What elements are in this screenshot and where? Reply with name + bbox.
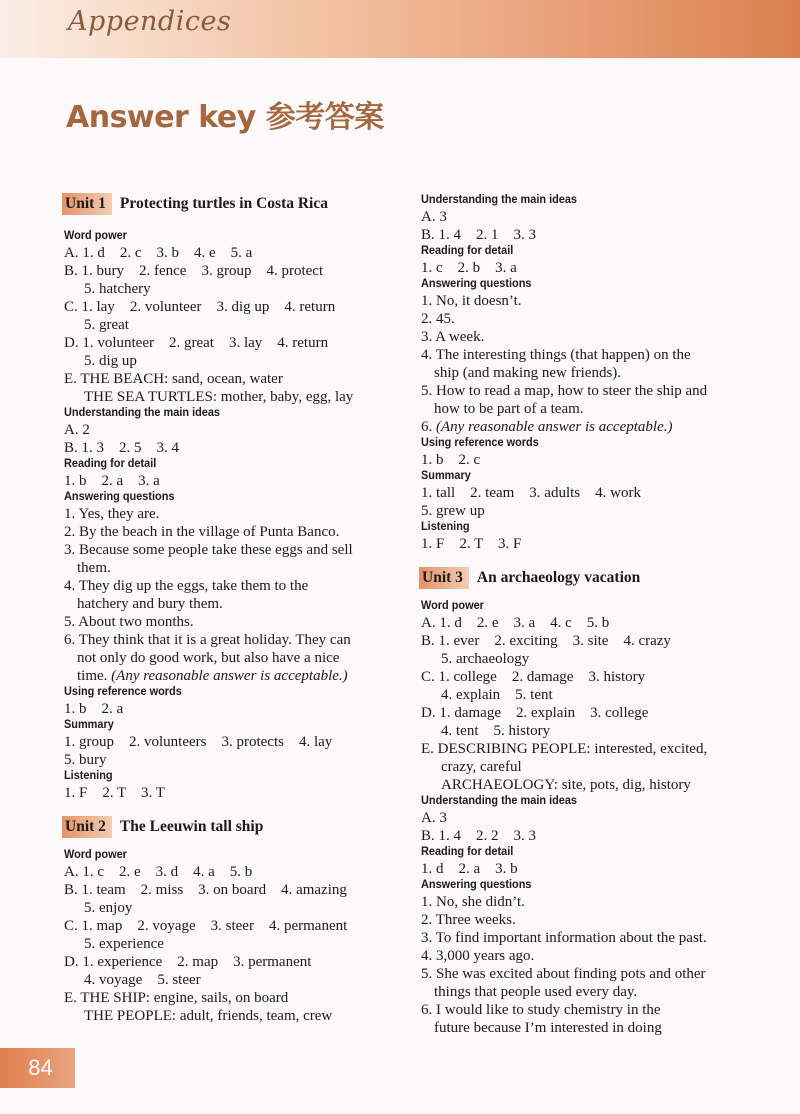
answer-text: THE PEOPLE: adult, friends, team, crew bbox=[84, 1008, 333, 1024]
answer-line bbox=[421, 208, 771, 226]
section-heading: Answering questions bbox=[64, 491, 175, 503]
section-heading: Understanding the main ideas bbox=[421, 795, 578, 807]
answer-text: 5. enjoy bbox=[84, 900, 133, 916]
answer-line bbox=[64, 649, 414, 667]
answer-text: A. 1. d 2. e 3. a 4. c 5. b bbox=[421, 615, 610, 631]
answer-line bbox=[421, 947, 771, 965]
answer-text: A. 3 bbox=[421, 209, 447, 225]
answer-line bbox=[64, 298, 414, 316]
answer-line bbox=[421, 1019, 771, 1037]
answer-text: 3. Because some people take these eggs and sell bbox=[64, 542, 353, 558]
answer-line bbox=[64, 613, 414, 631]
answer-text: B. 1. 4 2. 2 3. 3 bbox=[421, 828, 537, 844]
answer-line bbox=[421, 758, 771, 776]
unit-heading bbox=[419, 567, 771, 589]
answer-line bbox=[64, 899, 414, 917]
answer-line bbox=[421, 1001, 771, 1019]
answer-line bbox=[64, 577, 414, 595]
section-heading: Answering questions bbox=[421, 879, 532, 891]
answer-line bbox=[421, 722, 771, 740]
answer-text: 1. group 2. volunteers 3. protects 4. lay bbox=[64, 734, 333, 750]
answer-line bbox=[64, 631, 414, 649]
unit-heading bbox=[62, 193, 414, 215]
answer-line bbox=[64, 559, 414, 577]
answer-text: 1. Yes, they are. bbox=[64, 506, 160, 522]
section-heading: Using reference words bbox=[64, 686, 182, 698]
answer-line bbox=[64, 1007, 414, 1025]
answer-line bbox=[421, 929, 771, 947]
answer-text: 5. dig up bbox=[84, 353, 137, 369]
answer-text: B. 1. team 2. miss 3. on board 4. amazing bbox=[64, 882, 347, 898]
answer-text: B. 1. bury 2. fence 3. group 4. protect bbox=[64, 263, 324, 279]
answer-line bbox=[64, 989, 414, 1007]
answer-text: 1. F 2. T 3. T bbox=[64, 785, 165, 801]
answer-text: 1. c 2. b 3. a bbox=[421, 260, 517, 276]
page-title: Answer key 参考答案 bbox=[66, 100, 384, 135]
section-heading: Answering questions bbox=[421, 278, 532, 290]
answer-line bbox=[64, 334, 414, 352]
page-number: 84 bbox=[0, 1048, 75, 1088]
answer-text: 5. experience bbox=[84, 936, 164, 952]
unit-heading bbox=[62, 816, 414, 838]
answer-text: C. 1. lay 2. volunteer 3. dig up 4. return bbox=[64, 299, 336, 315]
answer-line bbox=[421, 346, 771, 364]
answer-text: 5. bury bbox=[64, 752, 107, 768]
answer-line bbox=[64, 523, 414, 541]
answer-line bbox=[421, 860, 771, 878]
section-heading: Word power bbox=[421, 600, 484, 612]
answer-line bbox=[421, 310, 771, 328]
answer-text: 5. How to read a map, how to steer the ship and bbox=[421, 383, 708, 399]
left-column bbox=[64, 193, 414, 1025]
answer-text: 5. She was excited about finding pots and other bbox=[421, 966, 706, 982]
answer-line bbox=[64, 541, 414, 559]
answer-text: 4. explain 5. tent bbox=[441, 687, 553, 703]
answer-text: 4. voyage 5. steer bbox=[84, 972, 201, 988]
answer-text: 5. hatchery bbox=[84, 281, 151, 297]
answer-line bbox=[64, 505, 414, 523]
unit-title: An archaeology vacation bbox=[476, 569, 641, 586]
answer-line bbox=[421, 650, 771, 668]
answer-text: E. THE BEACH: sand, ocean, water bbox=[64, 371, 283, 387]
answer-line bbox=[64, 935, 414, 953]
section-heading: Summary bbox=[64, 719, 114, 731]
answer-line bbox=[64, 667, 414, 685]
answer-line bbox=[64, 881, 414, 899]
answer-line bbox=[421, 776, 771, 794]
answer-line bbox=[64, 244, 414, 262]
answer-line bbox=[421, 893, 771, 911]
answer-line bbox=[421, 292, 771, 310]
answer-line bbox=[64, 280, 414, 298]
answer-line bbox=[64, 917, 414, 935]
answer-line bbox=[64, 971, 414, 989]
answer-text: A. 1. d 2. c 3. b 4. e 5. a bbox=[64, 245, 253, 261]
answer-line bbox=[64, 370, 414, 388]
unit-badge: Unit 2 bbox=[62, 816, 112, 838]
section-heading: Word power bbox=[64, 230, 127, 242]
answer-text: 5. archaeology bbox=[441, 651, 530, 667]
answer-text: hatchery and bury them. bbox=[77, 596, 223, 612]
answer-text: 1. b 2. c bbox=[421, 452, 481, 468]
section-heading: Reading for detail bbox=[421, 846, 514, 858]
answer-text: D. 1. volunteer 2. great 3. lay 4. return bbox=[64, 335, 329, 351]
answer-text: C. 1. college 2. damage 3. history bbox=[421, 669, 646, 685]
answer-line bbox=[421, 418, 771, 436]
answer-line bbox=[421, 983, 771, 1001]
answer-line bbox=[421, 686, 771, 704]
answer-line bbox=[421, 668, 771, 686]
section-heading: Reading for detail bbox=[64, 458, 157, 470]
answer-text: 4. The interesting things (that happen) on the bbox=[421, 347, 691, 363]
answer-line bbox=[64, 751, 414, 769]
section-heading: Listening bbox=[64, 770, 113, 782]
answer-text: 2. Three weeks. bbox=[421, 912, 516, 928]
answer-text: things that people used every day. bbox=[434, 984, 638, 1000]
answer-text: 3. To find important information about the past. bbox=[421, 930, 707, 946]
section-heading: Summary bbox=[421, 470, 471, 482]
answer-line bbox=[64, 784, 414, 802]
answer-text: 5. grew up bbox=[421, 503, 485, 519]
answer-text: A. 3 bbox=[421, 810, 447, 826]
answer-text: them. bbox=[77, 560, 111, 576]
answer-line bbox=[64, 733, 414, 751]
section-heading: Understanding the main ideas bbox=[421, 194, 578, 206]
answer-line bbox=[421, 535, 771, 553]
right-column bbox=[421, 193, 771, 1037]
answer-text: 4. They dig up the eggs, take them to the bbox=[64, 578, 309, 594]
answer-text: 4. tent 5. history bbox=[441, 723, 551, 739]
section-title: Appendices bbox=[68, 6, 232, 37]
answer-text: A. 1. c 2. e 3. d 4. a 5. b bbox=[64, 864, 253, 880]
answer-text: D. 1. damage 2. explain 3. college bbox=[421, 705, 649, 721]
answer-text: B. 1. ever 2. exciting 3. site 4. crazy bbox=[421, 633, 671, 649]
answer-text: E. THE SHIP: engine, sails, on board bbox=[64, 990, 289, 1006]
answer-text: 1. d 2. a 3. b bbox=[421, 861, 518, 877]
answer-text: THE SEA TURTLES: mother, baby, egg, lay bbox=[84, 389, 354, 405]
answer-text: 1. b 2. a 3. a bbox=[64, 473, 160, 489]
answer-line bbox=[421, 965, 771, 983]
answer-line bbox=[64, 863, 414, 881]
answer-note: (Any reasonable answer is acceptable.) bbox=[111, 668, 348, 684]
answer-text: 1. No, she didn’t. bbox=[421, 894, 525, 910]
answer-text: crazy, careful bbox=[441, 759, 522, 775]
answer-line bbox=[421, 226, 771, 244]
answer-line bbox=[64, 595, 414, 613]
section-heading: Reading for detail bbox=[421, 245, 514, 257]
answer-line bbox=[64, 262, 414, 280]
answer-line bbox=[421, 632, 771, 650]
answer-text: E. DESCRIBING PEOPLE: interested, excited, bbox=[421, 741, 708, 757]
answer-note: (Any reasonable answer is acceptable.) bbox=[436, 419, 673, 435]
answer-text: 4. 3,000 years ago. bbox=[421, 948, 535, 964]
answer-text: time. bbox=[77, 668, 112, 684]
section-heading: Word power bbox=[64, 849, 127, 861]
unit-title: Protecting turtles in Costa Rica bbox=[119, 195, 328, 212]
answer-line bbox=[421, 364, 771, 382]
answer-text: 6. They think that it is a great holiday. They can bbox=[64, 632, 351, 648]
answer-line bbox=[421, 614, 771, 632]
unit-badge: Unit 1 bbox=[62, 193, 112, 215]
appendices-header-band bbox=[0, 0, 800, 58]
answer-line bbox=[421, 484, 771, 502]
answer-line bbox=[421, 451, 771, 469]
answer-line bbox=[64, 953, 414, 971]
answer-line bbox=[421, 704, 771, 722]
section-heading: Understanding the main ideas bbox=[64, 407, 221, 419]
answer-line bbox=[421, 827, 771, 845]
answer-text: C. 1. map 2. voyage 3. steer 4. permanent bbox=[64, 918, 348, 934]
answer-line bbox=[64, 472, 414, 490]
answer-line bbox=[64, 439, 414, 457]
answer-text: ARCHAEOLOGY: site, pots, dig, history bbox=[441, 777, 691, 793]
answer-line bbox=[64, 316, 414, 334]
answer-text: 1. b 2. a bbox=[64, 701, 124, 717]
answer-line bbox=[421, 911, 771, 929]
answer-text: 2. By the beach in the village of Punta Banco. bbox=[64, 524, 340, 540]
answer-text: 6. I would like to study chemistry in the bbox=[421, 1002, 661, 1018]
section-heading: Using reference words bbox=[421, 437, 539, 449]
answer-line bbox=[421, 400, 771, 418]
answer-text: B. 1. 3 2. 5 3. 4 bbox=[64, 440, 180, 456]
answer-line bbox=[421, 259, 771, 277]
answer-line bbox=[421, 809, 771, 827]
answer-line bbox=[64, 388, 414, 406]
answer-text: D. 1. experience 2. map 3. permanent bbox=[64, 954, 312, 970]
answer-text: not only do good work, but also have a nice bbox=[77, 650, 340, 666]
answer-text: 6. bbox=[421, 419, 436, 435]
answer-line bbox=[421, 502, 771, 520]
answer-text: how to be part of a team. bbox=[434, 401, 584, 417]
answer-text: 3. A week. bbox=[421, 329, 485, 345]
answer-text: A. 2 bbox=[64, 422, 90, 438]
answer-text: ship (and making new friends). bbox=[434, 365, 622, 381]
answer-text: 1. No, it doesn’t. bbox=[421, 293, 522, 309]
answer-text: 1. F 2. T 3. F bbox=[421, 536, 522, 552]
answer-line bbox=[421, 740, 771, 758]
answer-text: 5. great bbox=[84, 317, 129, 333]
answer-text: 5. About two months. bbox=[64, 614, 194, 630]
answer-line bbox=[421, 328, 771, 346]
answer-text: 2. 45. bbox=[421, 311, 455, 327]
answer-text: 1. tall 2. team 3. adults 4. work bbox=[421, 485, 641, 501]
answer-line bbox=[64, 421, 414, 439]
answer-text: future because I’m interested in doing bbox=[434, 1020, 662, 1036]
answer-line bbox=[64, 700, 414, 718]
unit-badge: Unit 3 bbox=[419, 567, 469, 589]
unit-title: The Leeuwin tall ship bbox=[119, 818, 264, 835]
answer-line bbox=[421, 382, 771, 400]
answer-text: B. 1. 4 2. 1 3. 3 bbox=[421, 227, 537, 243]
section-heading: Listening bbox=[421, 521, 470, 533]
answer-line bbox=[64, 352, 414, 370]
